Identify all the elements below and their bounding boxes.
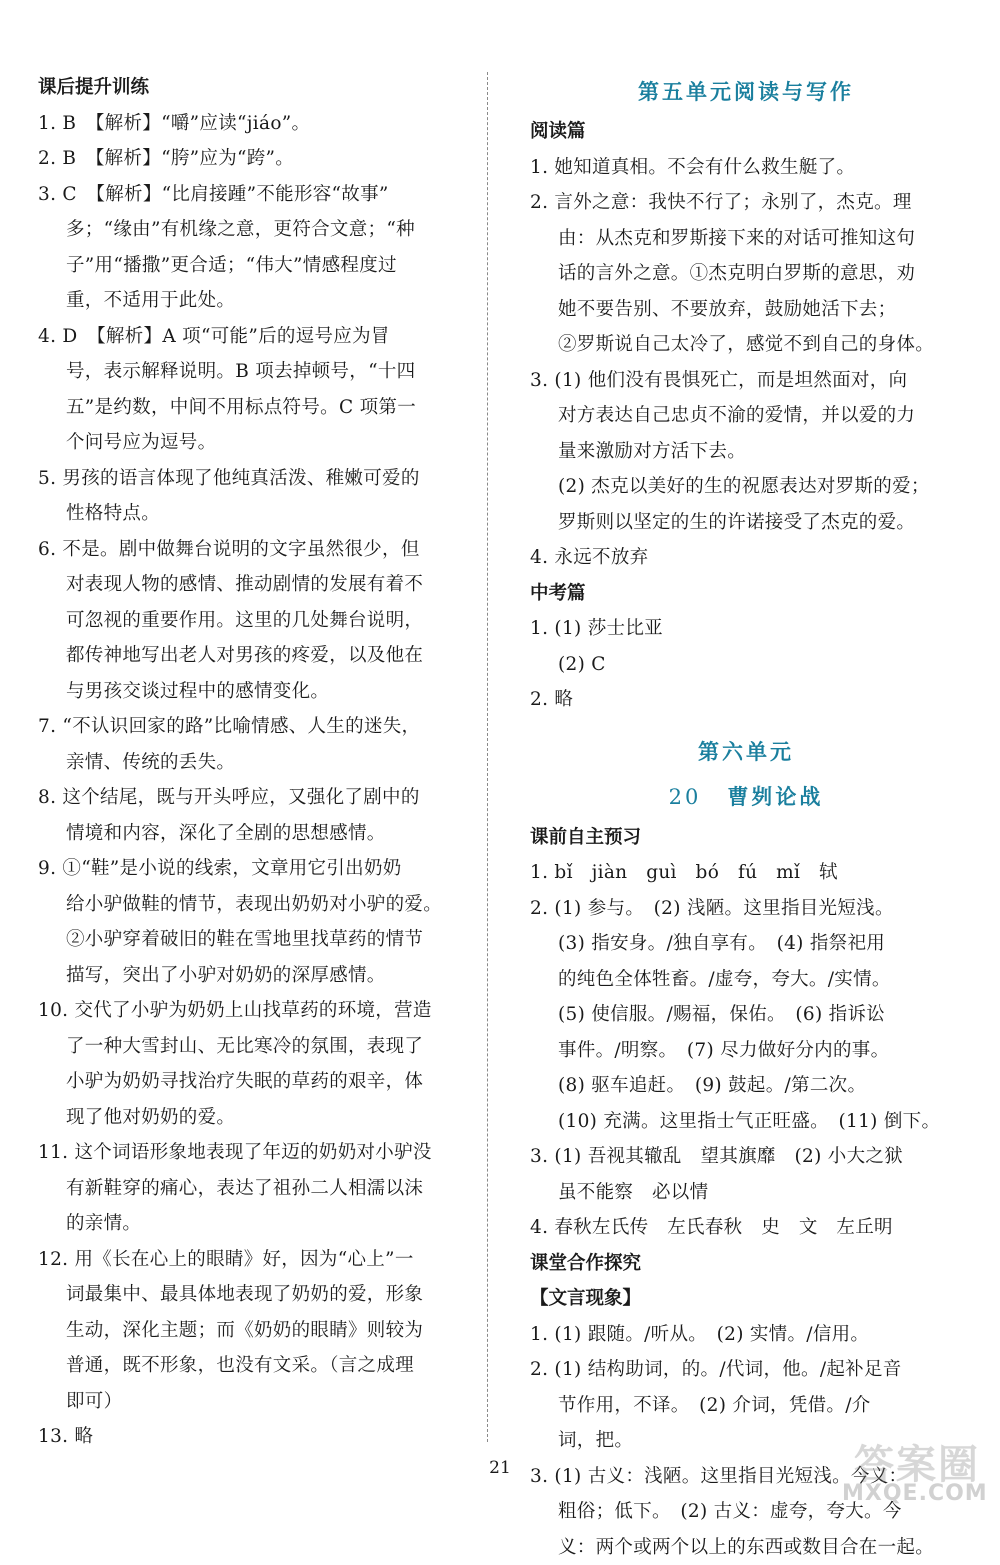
- section-heading-preview: 课前自主预习: [530, 820, 962, 856]
- answer-line: 现了他对奶奶的爱。: [38, 1100, 463, 1136]
- answer-line: 11. 这个词语形象地表现了年迈的奶奶对小驴没: [38, 1135, 463, 1171]
- answer-line: 事件。/明察。 (7) 尽力做好分内的事。: [530, 1033, 962, 1069]
- answer-line: 10. 交代了小驴为奶奶上山找草药的环境，营造: [38, 993, 463, 1029]
- answer-line: 9. ①“鞋”是小说的线索，文章用它引出奶奶: [38, 851, 463, 887]
- left-column: [38, 70, 463, 1455]
- answer-line: 2. (1) 参与。 (2) 浅陋。这里指目光短浅。: [530, 891, 962, 927]
- answer-line: (5) 使信服。/赐福，保佑。 (6) 指诉讼: [530, 997, 962, 1033]
- answer-line: 1. (1) 莎士比亚: [530, 611, 962, 647]
- answer-list-left: [38, 106, 463, 1455]
- answer-line: 有新鞋穿的痛心，表达了祖孙二人相濡以沫: [38, 1171, 463, 1207]
- lesson-name: 曹刿论战: [727, 785, 823, 809]
- answer-line: 个问号应为逗号。: [38, 425, 463, 461]
- answer-line: 都传神地写出老人对男孩的疼爱，以及他在: [38, 638, 463, 674]
- answer-line: 6. 不是。剧中做舞台说明的文字虽然很少，但: [38, 532, 463, 568]
- answer-line: 与男孩交谈过程中的感情变化。: [38, 674, 463, 710]
- answer-line: 8. 这个结尾，既与开头呼应，又强化了剧中的: [38, 780, 463, 816]
- answer-line: (10) 充满。这里指士气正旺盛。 (11) 倒下。: [530, 1104, 962, 1140]
- answer-list-reading: [530, 150, 962, 576]
- lesson-title: [530, 774, 962, 820]
- answer-line: (8) 驱车追赶。 (9) 鼓起。/第二次。: [530, 1068, 962, 1104]
- answer-line: 1. 她知道真相。不会有什么救生艇了。: [530, 150, 962, 186]
- answer-line: 4. 永远不放弃: [530, 540, 962, 576]
- answer-line: 粗俗；低下。 (2) 古义：虚夸，夸大。今: [530, 1494, 962, 1530]
- answer-line: 1. (1) 跟随。/听从。 (2) 实情。/信用。: [530, 1317, 962, 1353]
- answer-line: ②小驴穿着破旧的鞋在雪地里找草药的情节: [38, 922, 463, 958]
- answer-line: 7. “不认识回家的路”比喻情感、人生的迷失，: [38, 709, 463, 745]
- answer-line: 生动，深化主题；而《奶奶的眼睛》则较为: [38, 1313, 463, 1349]
- answer-line: 13. 略: [38, 1419, 463, 1455]
- answer-line: 话的言外之意。①杰克明白罗斯的意思，劝: [530, 256, 962, 292]
- answer-line: 子”用“播撒”更合适；“伟大”情感程度过: [38, 248, 463, 284]
- answer-line: 描写，突出了小驴对奶奶的深厚感情。: [38, 958, 463, 994]
- answer-line: 可忽视的重要作用。这里的几处舞台说明，: [38, 603, 463, 639]
- answer-line: 由：从杰克和罗斯接下来的对话可推知这句: [530, 221, 962, 257]
- answer-line: 情境和内容，深化了全剧的思想感情。: [38, 816, 463, 852]
- answer-line: 3. (1) 他们没有畏惧死亡，而是坦然面对，向: [530, 363, 962, 399]
- answer-line: ②罗斯说自己太冷了，感觉不到自己的身体。: [530, 327, 962, 363]
- answer-line: 对方表达自己忠贞不渝的爱情，并以爱的力: [530, 398, 962, 434]
- answer-line: 了一种大雪封山、无比寒冷的氛围，表现了: [38, 1029, 463, 1065]
- page-number: 21: [0, 1458, 1000, 1478]
- right-column: [530, 70, 962, 1565]
- lesson-number: 20: [669, 785, 702, 809]
- answer-line: 4. D 【解析】A 项“可能”后的逗号应为冒: [38, 319, 463, 355]
- answer-line: 的亲情。: [38, 1206, 463, 1242]
- answer-line: 义：两个或两个以上的东西或数目合在一起。: [530, 1530, 962, 1565]
- answer-line: 她不要告别、不要放弃，鼓励她活下去；: [530, 292, 962, 328]
- answer-line: 小驴为奶奶寻找治疗失眠的草药的艰辛，体: [38, 1064, 463, 1100]
- answer-line: 2. B 【解析】“胯”应为“跨”。: [38, 141, 463, 177]
- answer-line: 3. (1) 吾视其辙乱 望其旗靡 (2) 小大之狱: [530, 1139, 962, 1175]
- column-divider: [487, 72, 488, 1442]
- answer-line: 即可）: [38, 1384, 463, 1420]
- answer-line: (2) C: [530, 647, 962, 683]
- section-heading-coop: 课堂合作探究: [530, 1246, 962, 1282]
- answer-list-preview: [530, 855, 962, 1246]
- answer-line: 3. (1) 古义：浅陋。这里指目光短浅。今义：: [530, 1459, 962, 1495]
- answer-line: 号，表示解释说明。B 项去掉顿号，“十四: [38, 354, 463, 390]
- answer-line: 4. 春秋左氏传 左氏春秋 史 文 左丘明: [530, 1210, 962, 1246]
- answer-line: 5. 男孩的语言体现了他纯真活泼、稚嫩可爱的: [38, 461, 463, 497]
- answer-line: 的纯色全体牲畜。/虚夸，夸大。/实情。: [530, 962, 962, 998]
- answer-line: 重，不适用于此处。: [38, 283, 463, 319]
- answer-list-exam: [530, 611, 962, 718]
- answer-line: 亲情、传统的丢失。: [38, 745, 463, 781]
- watermark-logo: [836, 1433, 986, 1513]
- answer-line: 3. C 【解析】“比肩接踵”不能形容“故事”: [38, 177, 463, 213]
- answer-line: 五”是约数，中间不用标点符号。C 项第一: [38, 390, 463, 426]
- answer-line: (3) 指安身。/独自享有。 (4) 指祭祀用: [530, 926, 962, 962]
- answer-line: 普通，既不形象，也没有文采。（言之成理: [38, 1348, 463, 1384]
- answer-line: 词，把。: [530, 1423, 962, 1459]
- answer-line: 性格特点。: [38, 496, 463, 532]
- answer-line: 量来激励对方活下去。: [530, 434, 962, 470]
- unit6-title: 第六单元: [530, 730, 962, 774]
- section-heading-reading: 阅读篇: [530, 114, 962, 150]
- section-heading-wenyan: 【文言现象】: [530, 1281, 962, 1317]
- answer-line: 2. (1) 结构助词，的。/代词，他。/起补足音: [530, 1352, 962, 1388]
- answer-line: 罗斯则以坚定的生的许诺接受了杰克的爱。: [530, 505, 962, 541]
- answer-line: 1. bǐ jiàn guì bó fú mǐ 轼: [530, 855, 962, 891]
- unit5-title: 第五单元阅读与写作: [530, 70, 962, 114]
- answer-line: 词最集中、最具体地表现了奶奶的爱，形象: [38, 1277, 463, 1313]
- answer-line: 2. 略: [530, 682, 962, 718]
- answer-line: 对表现人物的感情、推动剧情的发展有着不: [38, 567, 463, 603]
- answer-line: 虽不能察 必以情: [530, 1175, 962, 1211]
- answer-line: 1. B 【解析】“嚼”应读“jiáo”。: [38, 106, 463, 142]
- answer-line: 节作用，不译。 (2) 介词，凭借。/介: [530, 1388, 962, 1424]
- watermark-url: MXQE.COM: [842, 1481, 988, 1506]
- answer-line: 给小驴做鞋的情节，表现出奶奶对小驴的爱。: [38, 887, 463, 923]
- watermark-text: 答案圈: [854, 1433, 980, 1490]
- answer-line: (2) 杰克以美好的生的祝愿表达对罗斯的爱；: [530, 469, 962, 505]
- section-heading-exam: 中考篇: [530, 576, 962, 612]
- answer-line: 多；“缘由”有机缘之意，更符合文意；“种: [38, 212, 463, 248]
- answer-line: 12. 用《长在心上的眼睛》好，因为“心上”一: [38, 1242, 463, 1278]
- section-heading-homework: 课后提升训练: [38, 70, 463, 106]
- answer-line: 2. 言外之意：我快不行了；永别了，杰克。理: [530, 185, 962, 221]
